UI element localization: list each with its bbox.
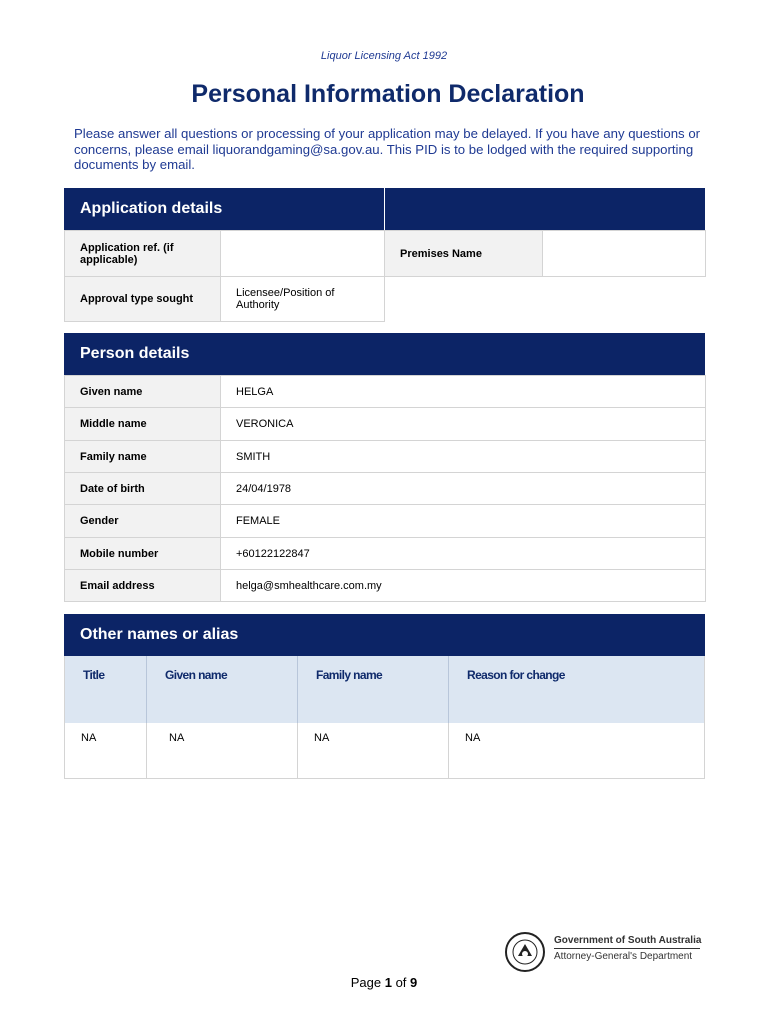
gender-field[interactable]: FEMALE [221,505,706,538]
approval-type-label: Approval type sought [65,277,221,322]
alias-reason-field[interactable]: NA [465,732,481,744]
act-subtitle: Liquor Licensing Act 1992 [320,50,448,62]
person-row-label: Given name [65,376,221,408]
family-name-field[interactable]: SMITH [221,441,706,473]
alias-col-family-name: Family name [298,656,449,723]
alias-col-title: Title [65,656,147,723]
person-row-label: Middle name [65,408,221,441]
person-row-label: Date of birth [65,473,221,505]
person-details-heading: Person details [64,333,705,375]
alias-given-name-field[interactable]: NA [147,723,298,778]
person-row-label: Family name [65,441,221,473]
page-of: of [395,975,407,990]
alias-col-given-name: Given name [147,656,298,723]
alias-family-name-field[interactable]: NA [298,723,449,778]
table-row [64,723,705,779]
alias-heading: Other names or alias [64,614,705,656]
application-ref-label: Application ref. (if applicable) [65,231,221,277]
alias-title-field[interactable]: NA [65,723,147,778]
person-row-label: Email address [65,570,221,602]
middle-name-field[interactable]: VERONICA [221,408,706,441]
logo-divider [554,948,700,949]
department-name: Attorney-General's Department [554,951,693,962]
page-prefix: Page [350,975,382,990]
approval-type-field[interactable]: Licensee/Position of Authority [221,277,385,322]
person-details-table [64,375,706,602]
premises-name-field[interactable] [543,231,706,277]
mobile-number-field[interactable]: +60122122847 [221,538,706,570]
application-ref-field[interactable] [221,231,385,277]
page-title: Personal Information Declaration [191,80,585,108]
email-address-field[interactable]: helga@smhealthcare.com.my [221,570,706,602]
approval-type-table [64,276,385,322]
intro-text: Please answer all questions or processing of your application may be delayed. If you have any questions or concerns, please email liquorandgaming@sa.gov.au. This PID is to be lodged with the required supporting documents by email. [74,126,701,172]
application-details-heading: Application details [64,188,384,230]
page-total: 9 [410,975,418,990]
government-name: Government of South Australia [554,935,702,946]
person-row-label: Gender [65,505,221,538]
given-name-field[interactable]: HELGA [221,376,706,408]
date-of-birth-field[interactable]: 24/04/1978 [221,473,706,505]
application-details-heading-blank [384,188,705,230]
person-row-label: Mobile number [65,538,221,570]
alias-table-header [64,656,705,723]
alias-col-reason: Reason for change [467,668,565,682]
application-details-table [64,230,706,277]
premises-name-label: Premises Name [385,231,543,277]
page-current: 1 [384,975,392,990]
page-indicator [0,975,768,990]
